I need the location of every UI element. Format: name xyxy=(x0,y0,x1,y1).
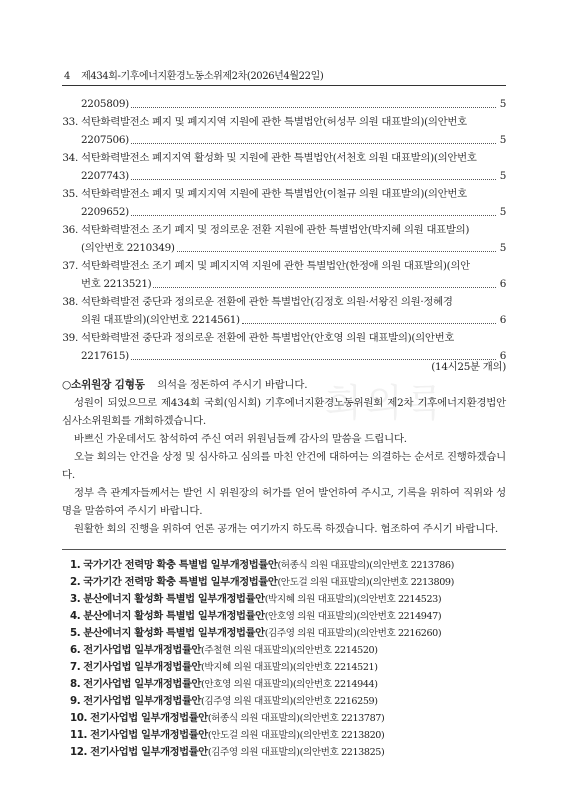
toc-entry-text: 2209652) xyxy=(81,206,129,218)
toc-entry-number: 37. xyxy=(62,260,78,272)
agenda-item-title: 전기사업법 일부개정법률안 xyxy=(90,712,208,724)
agenda-item-number: 5. xyxy=(70,627,81,639)
watermark: 회의록 xyxy=(325,381,448,425)
agenda-item-title: 전기사업법 일부개정법률안 xyxy=(90,746,208,758)
toc-entry-text: 번호 2213521) xyxy=(81,278,152,290)
agenda-item-title: 분산에너지 활성화 특별법 일부개정법률안 xyxy=(83,593,265,605)
toc-entry-number xyxy=(62,347,81,365)
agenda-item-sponsor: (안도걸 의원 대표발의)(의안번호 2213820) xyxy=(207,730,385,741)
toc-page-number: 5 xyxy=(499,242,506,254)
agenda-item-sponsor: (김주영 의원 대표발의)(의안번호 2216260) xyxy=(264,628,442,639)
toc-entry-text: 2217615) xyxy=(81,350,129,362)
toc-entry-text: 석탄화력발전소 폐지 및 폐지지역 지원에 관한 특별법안(이철규 의원 대표발의)(의안번호 xyxy=(81,188,467,200)
page-header xyxy=(64,67,323,82)
agenda-item-sponsor: (주철현 의원 대표발의)(의안번호 2214520) xyxy=(201,645,378,656)
agenda-item xyxy=(70,693,510,710)
toc-entry-number xyxy=(62,131,81,149)
agenda-item-title: 전기사업법 일부개정법률안 xyxy=(83,695,202,707)
toc-entry-text: 2207743) xyxy=(81,170,129,182)
toc-leader-dots xyxy=(131,167,496,180)
toc-entry xyxy=(62,257,506,275)
toc-entry-text: 석탄화력발전 중단과 정의로운 전환에 관한 특별법안(김정호 의원·서왕진 의원·정혜경 xyxy=(81,296,453,308)
speech-paragraph: 정부 측 관계자들께서는 발언 시 위원장의 허가를 얻어 발언하여 주시고, 기록을 위하여 직위와 성명을 말씀하여 주시기 바랍니다. xyxy=(62,487,506,517)
speech-block xyxy=(62,376,506,538)
toc-leader-dots xyxy=(177,239,496,252)
toc-entry xyxy=(62,221,506,239)
agenda-item-title: 전기사업법 일부개정법률안 xyxy=(90,729,208,741)
toc-entry-number: 33. xyxy=(62,116,78,128)
agenda-item-sponsor: (허종식 의원 대표발의)(의안번호 2213787) xyxy=(207,713,385,724)
toc-page-number: 5 xyxy=(499,134,506,146)
agenda-item-title: 전기사업법 일부개정법률안 xyxy=(83,644,202,656)
agenda-item-sponsor: (안호영 의원 대표발의)(의안번호 2214947) xyxy=(264,611,442,622)
agenda-item xyxy=(70,744,510,761)
agenda-list xyxy=(70,557,510,761)
toc-entry-number xyxy=(62,311,81,329)
agenda-item-number: 12. xyxy=(70,746,88,758)
agenda-item-sponsor: (허종식 의원 대표발의)(의안번호 2213786) xyxy=(277,560,454,571)
agenda-item-sponsor: (김주영 의원 대표발의)(의안번호 2213825) xyxy=(207,747,385,758)
agenda-item-sponsor: (안호영 의원 대표발의)(의안번호 2214944) xyxy=(201,679,378,690)
toc-entry-text: 2205809) xyxy=(81,98,129,110)
agenda-item-number: 9. xyxy=(70,695,81,707)
toc-entry xyxy=(62,329,506,347)
speech-paragraph: 원활한 회의 진행을 위하여 언론 공개는 여기까지 하도록 하겠습니다. 협조하여 주시기 바랍니다. xyxy=(74,523,498,535)
agenda-item xyxy=(70,557,510,574)
agenda-divider xyxy=(62,549,506,550)
agenda-item xyxy=(70,642,510,659)
speech-first-line: 의석을 정돈하여 주시기 바랍니다. xyxy=(157,379,308,391)
toc-entry xyxy=(62,203,506,221)
speaker-line xyxy=(62,376,506,394)
toc-leader-dots xyxy=(131,203,496,216)
toc-entry-text: (의안번호 2210349) xyxy=(81,242,175,254)
toc-entry-number xyxy=(62,95,81,113)
toc-entry xyxy=(62,113,506,131)
speech-paragraph: 바쁘신 가운데서도 참석하여 주신 여러 위원님들께 감사의 말씀을 드립니다. xyxy=(74,433,407,445)
toc-page-number: 5 xyxy=(499,206,506,218)
agenda-item xyxy=(70,676,510,693)
header-title: 제434회-기후에너지환경노동소위제2차(2026년4월22일) xyxy=(81,71,324,82)
agenda-item xyxy=(70,710,510,727)
agenda-item-sponsor: (김주영 의원 대표발의)(의안번호 2216259) xyxy=(201,696,378,707)
toc-entry-number xyxy=(62,275,81,293)
toc-entry xyxy=(62,293,506,311)
agenda-item-sponsor: (박지혜 의원 대표발의)(의안번호 2214521) xyxy=(201,662,378,673)
agenda-item xyxy=(70,608,510,625)
agenda-item xyxy=(70,625,510,642)
toc-entry xyxy=(62,311,506,329)
toc-entry-number xyxy=(62,167,81,185)
header-divider xyxy=(62,85,506,86)
toc-entry-text: 석탄화력발전소 조기 폐지 및 폐지지역 지원에 관한 특별법안(한정애 의원 대표발의)(의안 xyxy=(81,260,470,272)
toc-entry-text: 석탄화력발전소 폐지 및 폐지지역 지원에 관한 특별법안(허성무 의원 대표발의)(의안번호 xyxy=(81,116,467,128)
agenda-item xyxy=(70,591,510,608)
agenda-item xyxy=(70,574,510,591)
speech-paragraph: 오늘 회의는 안건을 상정 및 심사하고 심의를 마친 안건에 대하여는 의결하는 순서로 진행하겠습니다. xyxy=(62,451,506,481)
agenda-item-number: 2. xyxy=(70,576,81,588)
toc-entry-number: 38. xyxy=(62,296,78,308)
toc-page-number: 5 xyxy=(499,170,506,182)
toc-entry-number: 39. xyxy=(62,332,78,344)
toc-leader-dots xyxy=(131,131,496,144)
agenda-item-title: 국가기간 전력망 확충 특별법 일부개정법률안 xyxy=(83,559,278,571)
agenda-item-number: 10. xyxy=(70,712,88,724)
toc-entry-text: 석탄화력발전소 폐지지역 활성화 및 지원에 관한 특별법안(서천호 의원 대표발의)(의안번호 xyxy=(81,152,477,164)
toc-entry-text: 석탄화력발전 중단과 정의로운 전환에 관한 특별법안(안호영 의원 대표발의)(의안번호 xyxy=(81,332,455,344)
toc-page-number: 5 xyxy=(499,98,506,110)
toc-entry-number: 35. xyxy=(62,188,78,200)
agenda-item-title: 분산에너지 활성화 특별법 일부개정법률안 xyxy=(83,627,265,639)
page-number: 4 xyxy=(64,71,70,82)
toc-entry-text: 2207506) xyxy=(81,134,129,146)
toc-entry xyxy=(62,275,506,293)
agenda-item-number: 3. xyxy=(70,593,81,605)
agenda-item-sponsor: (박지혜 의원 대표발의)(의안번호 2214523) xyxy=(264,594,442,605)
toc-entry-number xyxy=(62,239,81,257)
agenda-item-title: 전기사업법 일부개정법률안 xyxy=(83,678,202,690)
speech-paragraph: 성원이 되었으므로 제434회 국회(임시회) 기후에너지환경노동위원회 제2차 기후에너지환경법안심사소위원회를 개회하겠습니다. xyxy=(62,397,506,427)
toc-entry-text: 의원 대표발의)(의안번호 2214561) xyxy=(81,314,240,326)
session-time-note: (14시25분 개의) xyxy=(431,361,506,373)
agenda-item-number: 11. xyxy=(70,729,88,741)
agenda-item-title: 국가기간 전력망 확충 특별법 일부개정법률안 xyxy=(83,576,278,588)
toc-entry-number: 34. xyxy=(62,152,78,164)
toc-leader-dots xyxy=(153,275,496,288)
toc-leader-dots xyxy=(131,95,496,108)
toc-page-number: 6 xyxy=(499,314,506,326)
agenda-item-title: 전기사업법 일부개정법률안 xyxy=(83,661,202,673)
toc-entry xyxy=(62,185,506,203)
agenda-item-number: 6. xyxy=(70,644,81,656)
agenda-item xyxy=(70,659,510,676)
toc-entry xyxy=(62,131,506,149)
toc-entry xyxy=(62,167,506,185)
agenda-item-number: 8. xyxy=(70,678,81,690)
table-of-contents xyxy=(62,95,506,365)
toc-page-number: 6 xyxy=(499,278,506,290)
agenda-item xyxy=(70,727,510,744)
agenda-item-number: 1. xyxy=(70,559,81,571)
agenda-item-sponsor: (안도걸 의원 대표발의)(의안번호 2213809) xyxy=(277,577,454,588)
toc-entry-number xyxy=(62,203,81,221)
agenda-item-number: 4. xyxy=(70,610,81,622)
toc-entry xyxy=(62,149,506,167)
toc-entry xyxy=(62,239,506,257)
toc-entry-number: 36. xyxy=(62,224,78,236)
speaker-marker: ○ xyxy=(62,379,72,391)
toc-leader-dots xyxy=(242,311,496,324)
speaker-name: 소위원장 김형동 xyxy=(71,379,145,391)
agenda-item-title: 분산에너지 활성화 특별법 일부개정법률안 xyxy=(83,610,265,622)
toc-page-number: 6 xyxy=(499,350,506,362)
agenda-item-number: 7. xyxy=(70,661,81,673)
toc-entry xyxy=(62,95,506,113)
toc-entry-text: 석탄화력발전소 조기 폐지 및 정의로운 전환 지원에 관한 특별법안(박지혜 의원 대표발의) xyxy=(81,224,470,236)
